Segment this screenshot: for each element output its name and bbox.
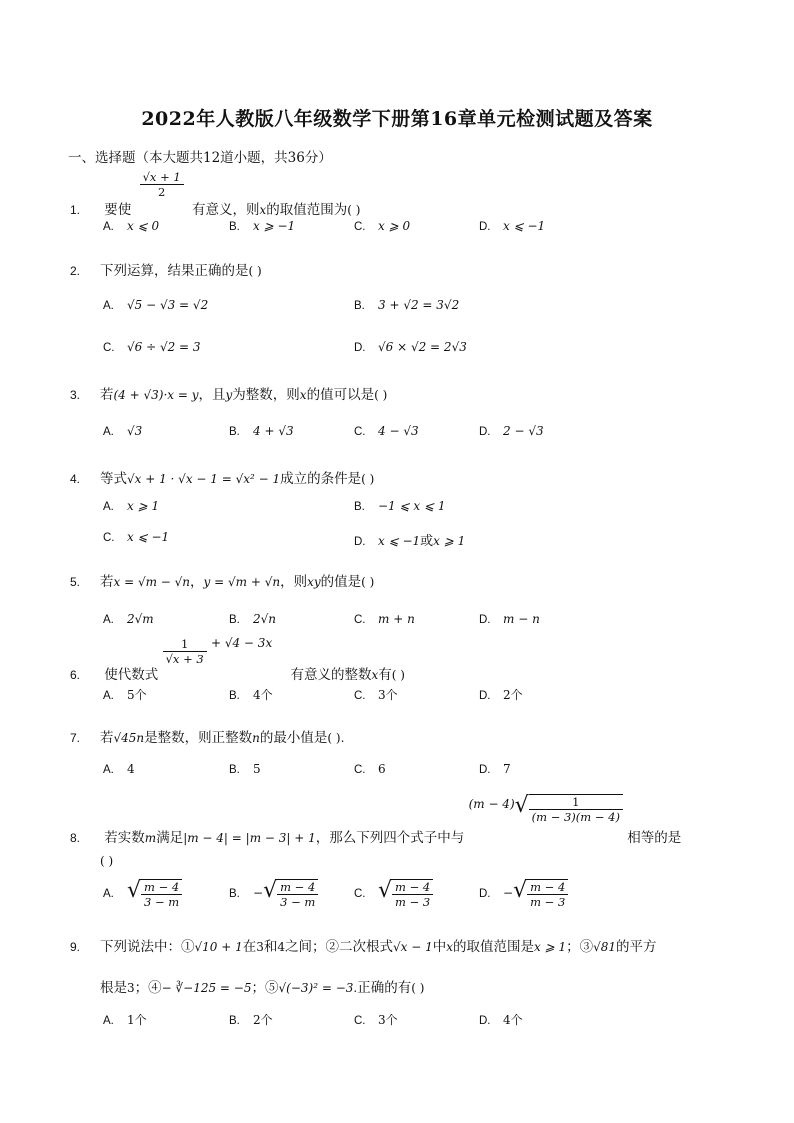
option-d: D. x ⩽ −1 bbox=[479, 219, 546, 233]
option-d: D. 7 bbox=[479, 762, 511, 776]
option-a: A. x ⩽ 0 bbox=[103, 219, 160, 233]
question-3: 3. 若(4 + √3)·x = y，且y为整数，则x的值可以是( ) bbox=[70, 387, 388, 403]
option-b: B. 2个 bbox=[229, 1013, 273, 1027]
section-heading: 一、选择题（本大题共12道小题，共36分） bbox=[68, 150, 332, 166]
option-c: C. 3个 bbox=[354, 1013, 398, 1027]
option-b: B. 3 + √2 = 3√2 bbox=[354, 298, 460, 312]
question-text: 有意义，则 bbox=[191, 202, 260, 218]
option-b: B. −√ $\frac{m - 4}{3 - m}$ bbox=[229, 878, 318, 909]
page-title: 2022年人教版八年级数学下册第16章单元检测试题及答案 bbox=[141, 108, 653, 130]
answer-blank: ( ) bbox=[100, 854, 114, 868]
answer-blank: ( ) bbox=[347, 203, 361, 217]
option-c: C. 6 bbox=[354, 762, 386, 776]
question-6: 6. 使代数式 $\frac{1}{√x + 3}$ + √4 − 3x 有意义的整数x有( ) bbox=[70, 636, 405, 683]
question-text: 的取值范围为 bbox=[266, 202, 348, 218]
option-a: A. 5个 bbox=[103, 688, 147, 702]
fraction-denominator: 2 bbox=[157, 185, 166, 199]
option-d: D. 2 − √3 bbox=[479, 424, 544, 438]
question-1 bbox=[70, 170, 361, 218]
option-a: A. √5 − √3 = √2 bbox=[103, 298, 209, 312]
question-9: 9. 下列说法中：①√10 + 1在3和4之间；②二次根式√x − 1中x的取值范围是x ⩾ 1；③√81的平方 bbox=[70, 939, 657, 955]
option-b: B. 5 bbox=[229, 762, 261, 776]
question-5: 5. 若x = √m − √n，y = √m + √n，则xy的值是( ) bbox=[70, 574, 375, 590]
option-c: C. x ⩾ 0 bbox=[354, 219, 411, 233]
option-a: A. 4 bbox=[103, 762, 135, 776]
option-b: B. 2√n bbox=[229, 612, 277, 626]
option-d: D. −√ $\frac{m - 4}{m - 3}$ bbox=[479, 878, 568, 909]
math-var: x bbox=[259, 203, 267, 217]
option-c: C. m + n bbox=[354, 612, 415, 626]
option-d: D. 4个 bbox=[479, 1013, 523, 1027]
option-a: A. √ $\frac{m - 4}{3 - m}$ bbox=[103, 878, 182, 909]
question-2: 2. 下列运算，结果正确的是( ) bbox=[70, 263, 262, 279]
option-a: A. x ⩾ 1 bbox=[103, 499, 160, 513]
question-8: 8. 若实数m满足|m − 4| = |m − 3| + 1，那么下列四个式子中与 (m − 4)√ $\frac{1}{(m - 3)(m - 4)}$ 相等的是 bbox=[70, 793, 682, 846]
option-b: B. x ⩾ −1 bbox=[229, 219, 296, 233]
question-9-line-2: 根是3；④− ∛−125 = −5；⑤√(−3)² = −3.正确的有( ) bbox=[100, 980, 425, 996]
fraction-numerator: √x + 1 bbox=[140, 170, 184, 185]
option-b: B. 4 + √3 bbox=[229, 424, 294, 438]
question-number: 1. bbox=[70, 203, 81, 217]
option-c: C. x ⩽ −1 bbox=[103, 530, 170, 544]
fraction bbox=[140, 170, 184, 199]
option-c: C. 4 − √3 bbox=[354, 424, 419, 438]
option-d: D. 2个 bbox=[479, 688, 523, 702]
option-d: D. √6 × √2 = 2√3 bbox=[354, 340, 467, 354]
option-a: A. √3 bbox=[103, 424, 143, 438]
question-4: 4. 等式√x + 1 · √x − 1 = √x² − 1成立的条件是( ) bbox=[70, 471, 375, 487]
option-c: C. √ $\frac{m - 4}{m - 3}$ bbox=[354, 878, 433, 909]
option-d: D. x ⩽ −1或x ⩾ 1 bbox=[354, 534, 466, 549]
option-c: C. 3个 bbox=[354, 688, 398, 702]
option-a: A. 1个 bbox=[103, 1013, 147, 1027]
option-c: C. √6 ÷ √2 = 3 bbox=[103, 340, 201, 354]
option-b: B. −1 ⩽ x ⩽ 1 bbox=[354, 499, 446, 513]
question-text: 要使 bbox=[104, 202, 132, 218]
fraction: $\frac{1}{√x + 3}$ bbox=[163, 637, 207, 666]
option-d: D. m − n bbox=[479, 612, 540, 626]
option-a: A. 2√m bbox=[103, 612, 154, 626]
option-b: B. 4个 bbox=[229, 688, 273, 702]
question-7: 7. 若√45n是整数，则正整数n的最小值是( ). bbox=[70, 730, 345, 746]
